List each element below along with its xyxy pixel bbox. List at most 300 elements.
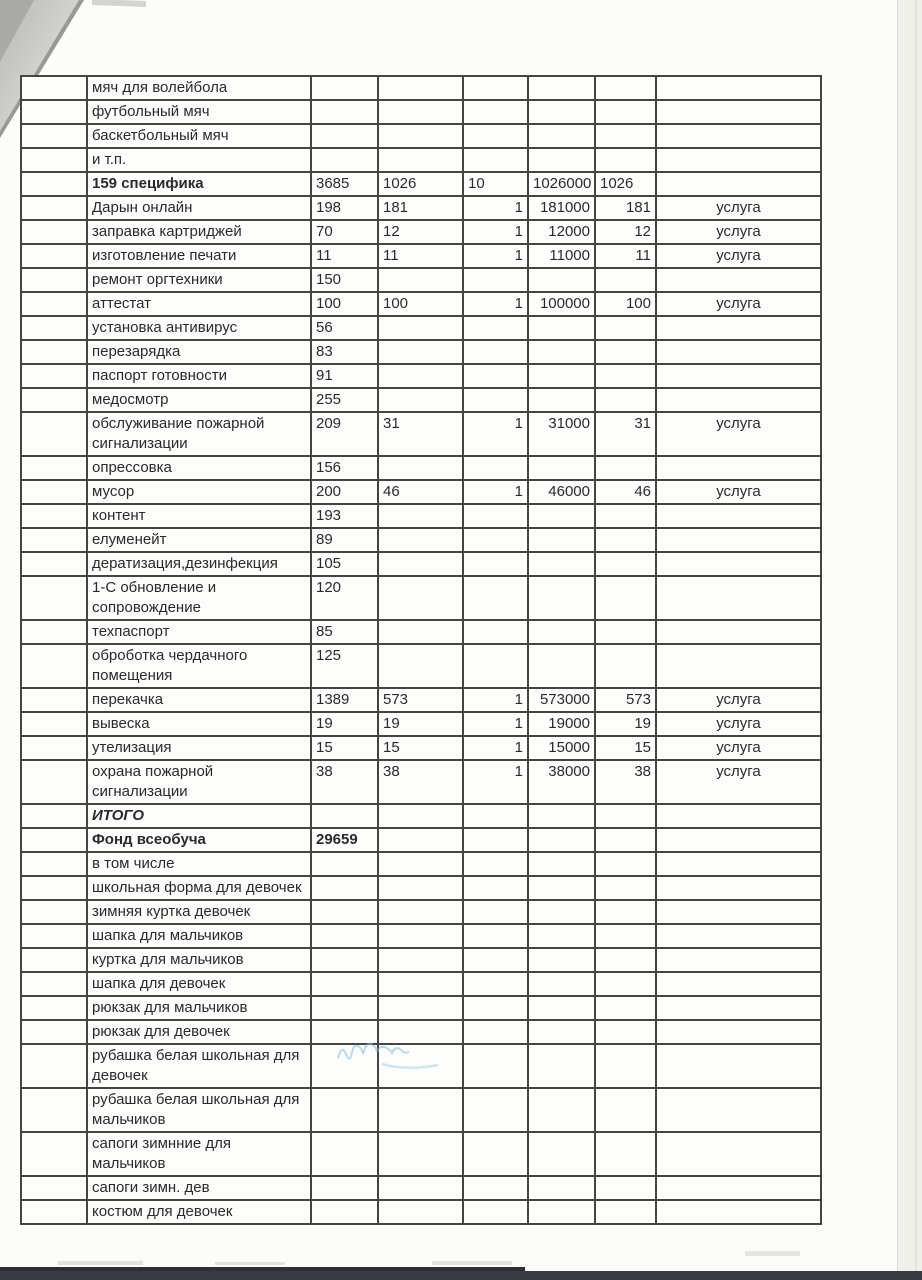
table-row bbox=[21, 480, 821, 504]
total-amount-cell bbox=[528, 972, 595, 996]
total-amount-cell bbox=[528, 644, 595, 688]
unit-price-cell bbox=[595, 456, 656, 480]
qty-cell bbox=[463, 972, 528, 996]
row-index-cell bbox=[21, 316, 87, 340]
item-name-cell: в том числе bbox=[87, 852, 311, 876]
table-row bbox=[21, 828, 821, 852]
row-index-cell bbox=[21, 1200, 87, 1224]
value-col-1-cell: 83 bbox=[311, 340, 378, 364]
total-amount-cell bbox=[528, 552, 595, 576]
row-index-cell bbox=[21, 760, 87, 804]
qty-cell bbox=[463, 804, 528, 828]
unit-service-cell bbox=[656, 924, 821, 948]
qty-cell bbox=[463, 924, 528, 948]
value-col-1-cell: 200 bbox=[311, 480, 378, 504]
unit-price-cell bbox=[595, 924, 656, 948]
value-col-2-cell bbox=[378, 148, 463, 172]
value-col-2-cell bbox=[378, 504, 463, 528]
table-row bbox=[21, 292, 821, 316]
unit-price-cell: 19 bbox=[595, 712, 656, 736]
unit-price-cell bbox=[595, 1132, 656, 1176]
total-amount-cell: 19000 bbox=[528, 712, 595, 736]
value-col-1-cell bbox=[311, 924, 378, 948]
unit-price-cell bbox=[595, 852, 656, 876]
unit-price-cell bbox=[595, 1200, 656, 1224]
table-row bbox=[21, 852, 821, 876]
row-index-cell bbox=[21, 924, 87, 948]
row-index-cell bbox=[21, 340, 87, 364]
unit-service-cell bbox=[656, 1132, 821, 1176]
table-row bbox=[21, 340, 821, 364]
qty-cell: 1 bbox=[463, 196, 528, 220]
unit-price-cell bbox=[595, 340, 656, 364]
unit-price-cell: 573 bbox=[595, 688, 656, 712]
table-row bbox=[21, 388, 821, 412]
unit-service-cell bbox=[656, 388, 821, 412]
table-row bbox=[21, 456, 821, 480]
total-amount-cell: 15000 bbox=[528, 736, 595, 760]
scan-smudge bbox=[745, 1251, 800, 1256]
total-amount-cell bbox=[528, 876, 595, 900]
scan-smudge bbox=[432, 1261, 512, 1265]
total-amount-cell: 573000 bbox=[528, 688, 595, 712]
total-amount-cell bbox=[528, 504, 595, 528]
unit-service-cell bbox=[656, 1088, 821, 1132]
value-col-2-cell bbox=[378, 124, 463, 148]
unit-price-cell bbox=[595, 804, 656, 828]
total-amount-cell bbox=[528, 148, 595, 172]
value-col-2-cell bbox=[378, 388, 463, 412]
qty-cell bbox=[463, 1200, 528, 1224]
value-col-1-cell: 105 bbox=[311, 552, 378, 576]
unit-price-cell bbox=[595, 552, 656, 576]
row-index-cell bbox=[21, 900, 87, 924]
table-row bbox=[21, 1020, 821, 1044]
value-col-1-cell bbox=[311, 996, 378, 1020]
value-col-1-cell bbox=[311, 948, 378, 972]
qty-cell bbox=[463, 340, 528, 364]
scan-smudge bbox=[92, 0, 146, 7]
unit-price-cell bbox=[595, 528, 656, 552]
unit-service-cell bbox=[656, 1044, 821, 1088]
table-row bbox=[21, 1044, 821, 1088]
value-col-1-cell: 56 bbox=[311, 316, 378, 340]
value-col-2-cell bbox=[378, 316, 463, 340]
scanner-edge-bar bbox=[0, 1271, 922, 1280]
qty-cell bbox=[463, 504, 528, 528]
row-index-cell bbox=[21, 196, 87, 220]
total-amount-cell bbox=[528, 1200, 595, 1224]
value-col-2-cell bbox=[378, 100, 463, 124]
unit-service-cell bbox=[656, 504, 821, 528]
unit-service-cell bbox=[656, 124, 821, 148]
total-amount-cell bbox=[528, 948, 595, 972]
value-col-2-cell: 573 bbox=[378, 688, 463, 712]
row-index-cell bbox=[21, 804, 87, 828]
unit-price-cell: 181 bbox=[595, 196, 656, 220]
total-amount-cell bbox=[528, 852, 595, 876]
value-col-1-cell: 15 bbox=[311, 736, 378, 760]
value-col-2-cell bbox=[378, 364, 463, 388]
qty-cell bbox=[463, 316, 528, 340]
value-col-2-cell bbox=[378, 996, 463, 1020]
value-col-1-cell bbox=[311, 804, 378, 828]
budget-table bbox=[20, 75, 822, 1225]
item-name-cell: охрана пожарной сигнализации bbox=[87, 760, 311, 804]
unit-price-cell bbox=[595, 620, 656, 644]
value-col-2-cell bbox=[378, 1176, 463, 1200]
qty-cell bbox=[463, 388, 528, 412]
value-col-1-cell: 91 bbox=[311, 364, 378, 388]
item-name-cell: аттестат bbox=[87, 292, 311, 316]
row-index-cell bbox=[21, 996, 87, 1020]
unit-service-cell: услуга bbox=[656, 244, 821, 268]
total-amount-cell bbox=[528, 388, 595, 412]
value-col-1-cell: 125 bbox=[311, 644, 378, 688]
value-col-2-cell: 1026 bbox=[378, 172, 463, 196]
table-row bbox=[21, 620, 821, 644]
qty-cell bbox=[463, 1132, 528, 1176]
total-amount-cell bbox=[528, 100, 595, 124]
value-col-1-cell bbox=[311, 124, 378, 148]
table-row bbox=[21, 172, 821, 196]
unit-service-cell bbox=[656, 1020, 821, 1044]
qty-cell bbox=[463, 852, 528, 876]
total-amount-cell bbox=[528, 900, 595, 924]
unit-price-cell: 31 bbox=[595, 412, 656, 456]
qty-cell bbox=[463, 948, 528, 972]
row-index-cell bbox=[21, 1176, 87, 1200]
item-name-cell: паспорт готовности bbox=[87, 364, 311, 388]
item-name-cell: вывеска bbox=[87, 712, 311, 736]
row-index-cell bbox=[21, 456, 87, 480]
unit-service-cell bbox=[656, 644, 821, 688]
value-col-1-cell bbox=[311, 852, 378, 876]
value-col-1-cell bbox=[311, 1132, 378, 1176]
item-name-cell: контент bbox=[87, 504, 311, 528]
row-index-cell bbox=[21, 712, 87, 736]
unit-price-cell bbox=[595, 124, 656, 148]
item-name-cell: рубашка белая школьная для девочек bbox=[87, 1044, 311, 1088]
value-col-1-cell bbox=[311, 76, 378, 100]
total-amount-cell bbox=[528, 1020, 595, 1044]
item-name-cell: изготовление печати bbox=[87, 244, 311, 268]
unit-price-cell: 46 bbox=[595, 480, 656, 504]
item-name-cell: 1-С обновление и сопровождение bbox=[87, 576, 311, 620]
unit-price-cell bbox=[595, 996, 656, 1020]
unit-price-cell bbox=[595, 388, 656, 412]
item-name-cell: утелизация bbox=[87, 736, 311, 760]
value-col-2-cell bbox=[378, 804, 463, 828]
row-index-cell bbox=[21, 364, 87, 388]
table-row bbox=[21, 244, 821, 268]
total-amount-cell: 1026000 bbox=[528, 172, 595, 196]
total-amount-cell bbox=[528, 804, 595, 828]
value-col-1-cell bbox=[311, 1044, 378, 1088]
item-name-cell: Дарын онлайн bbox=[87, 196, 311, 220]
value-col-2-cell bbox=[378, 948, 463, 972]
value-col-2-cell: 100 bbox=[378, 292, 463, 316]
value-col-1-cell bbox=[311, 100, 378, 124]
total-amount-cell bbox=[528, 1044, 595, 1088]
item-name-cell: мяч для волейбола bbox=[87, 76, 311, 100]
item-name-cell: костюм для девочек bbox=[87, 1200, 311, 1224]
row-index-cell bbox=[21, 852, 87, 876]
total-amount-cell bbox=[528, 576, 595, 620]
value-col-1-cell: 85 bbox=[311, 620, 378, 644]
qty-cell bbox=[463, 876, 528, 900]
value-col-2-cell bbox=[378, 876, 463, 900]
value-col-1-cell bbox=[311, 1020, 378, 1044]
total-amount-cell bbox=[528, 268, 595, 292]
unit-price-cell bbox=[595, 268, 656, 292]
unit-service-cell: услуга bbox=[656, 688, 821, 712]
unit-service-cell bbox=[656, 552, 821, 576]
table-row bbox=[21, 528, 821, 552]
unit-price-cell bbox=[595, 364, 656, 388]
qty-cell bbox=[463, 528, 528, 552]
row-index-cell bbox=[21, 100, 87, 124]
paper-edge-line bbox=[915, 0, 917, 1280]
row-index-cell bbox=[21, 688, 87, 712]
table-row bbox=[21, 996, 821, 1020]
qty-cell bbox=[463, 268, 528, 292]
scan-smudge bbox=[215, 1262, 285, 1265]
qty-cell bbox=[463, 148, 528, 172]
value-col-2-cell: 19 bbox=[378, 712, 463, 736]
total-amount-cell bbox=[528, 124, 595, 148]
item-name-cell: зимняя куртка девочек bbox=[87, 900, 311, 924]
value-col-1-cell bbox=[311, 1200, 378, 1224]
unit-price-cell bbox=[595, 504, 656, 528]
unit-price-cell bbox=[595, 900, 656, 924]
value-col-1-cell: 1389 bbox=[311, 688, 378, 712]
row-index-cell bbox=[21, 736, 87, 760]
qty-cell bbox=[463, 576, 528, 620]
value-col-1-cell: 255 bbox=[311, 388, 378, 412]
qty-cell bbox=[463, 364, 528, 388]
total-amount-cell bbox=[528, 1176, 595, 1200]
value-col-1-cell: 193 bbox=[311, 504, 378, 528]
row-index-cell bbox=[21, 1020, 87, 1044]
table-row bbox=[21, 712, 821, 736]
item-name-cell: перекачка bbox=[87, 688, 311, 712]
item-name-cell: установка антивирус bbox=[87, 316, 311, 340]
value-col-2-cell bbox=[378, 972, 463, 996]
qty-cell: 1 bbox=[463, 292, 528, 316]
unit-service-cell bbox=[656, 456, 821, 480]
value-col-2-cell bbox=[378, 528, 463, 552]
value-col-2-cell: 11 bbox=[378, 244, 463, 268]
unit-service-cell bbox=[656, 100, 821, 124]
value-col-2-cell: 31 bbox=[378, 412, 463, 456]
row-index-cell bbox=[21, 876, 87, 900]
unit-price-cell: 11 bbox=[595, 244, 656, 268]
qty-cell bbox=[463, 1020, 528, 1044]
unit-service-cell: услуга bbox=[656, 196, 821, 220]
table-row bbox=[21, 576, 821, 620]
row-index-cell bbox=[21, 124, 87, 148]
unit-price-cell: 1026 bbox=[595, 172, 656, 196]
qty-cell: 1 bbox=[463, 736, 528, 760]
value-col-2-cell bbox=[378, 268, 463, 292]
value-col-2-cell: 12 bbox=[378, 220, 463, 244]
value-col-2-cell bbox=[378, 1200, 463, 1224]
unit-price-cell bbox=[595, 948, 656, 972]
value-col-1-cell bbox=[311, 876, 378, 900]
row-index-cell bbox=[21, 528, 87, 552]
total-amount-cell: 46000 bbox=[528, 480, 595, 504]
value-col-1-cell bbox=[311, 1176, 378, 1200]
item-name-cell: Фонд всеобуча bbox=[87, 828, 311, 852]
value-col-1-cell bbox=[311, 1088, 378, 1132]
value-col-1-cell: 11 bbox=[311, 244, 378, 268]
value-col-2-cell: 46 bbox=[378, 480, 463, 504]
total-amount-cell: 11000 bbox=[528, 244, 595, 268]
item-name-cell: ремонт оргтехники bbox=[87, 268, 311, 292]
unit-price-cell: 15 bbox=[595, 736, 656, 760]
value-col-1-cell bbox=[311, 148, 378, 172]
item-name-cell: сапоги зимн. дев bbox=[87, 1176, 311, 1200]
row-index-cell bbox=[21, 644, 87, 688]
value-col-1-cell: 150 bbox=[311, 268, 378, 292]
total-amount-cell: 31000 bbox=[528, 412, 595, 456]
item-name-cell: футбольный мяч bbox=[87, 100, 311, 124]
unit-service-cell: услуга bbox=[656, 712, 821, 736]
item-name-cell: шапка для девочек bbox=[87, 972, 311, 996]
table-row bbox=[21, 148, 821, 172]
value-col-1-cell bbox=[311, 900, 378, 924]
budget-table-body bbox=[21, 76, 821, 1224]
value-col-2-cell bbox=[378, 576, 463, 620]
value-col-1-cell: 3685 bbox=[311, 172, 378, 196]
qty-cell bbox=[463, 620, 528, 644]
row-index-cell bbox=[21, 388, 87, 412]
table-row bbox=[21, 972, 821, 996]
item-name-cell: и т.п. bbox=[87, 148, 311, 172]
unit-price-cell bbox=[595, 1020, 656, 1044]
table-row bbox=[21, 124, 821, 148]
value-col-2-cell bbox=[378, 1132, 463, 1176]
table-row bbox=[21, 760, 821, 804]
value-col-1-cell: 38 bbox=[311, 760, 378, 804]
total-amount-cell bbox=[528, 316, 595, 340]
total-amount-cell bbox=[528, 340, 595, 364]
paper-edge-region bbox=[897, 0, 922, 1280]
unit-service-cell bbox=[656, 316, 821, 340]
total-amount-cell bbox=[528, 1088, 595, 1132]
value-col-1-cell: 156 bbox=[311, 456, 378, 480]
unit-service-cell: услуга bbox=[656, 760, 821, 804]
qty-cell bbox=[463, 1088, 528, 1132]
unit-service-cell bbox=[656, 972, 821, 996]
row-index-cell bbox=[21, 480, 87, 504]
unit-service-cell bbox=[656, 1200, 821, 1224]
table-row bbox=[21, 364, 821, 388]
scanner-edge-bar bbox=[0, 1267, 525, 1280]
unit-price-cell bbox=[595, 644, 656, 688]
unit-service-cell bbox=[656, 900, 821, 924]
unit-service-cell bbox=[656, 576, 821, 620]
qty-cell bbox=[463, 100, 528, 124]
unit-service-cell bbox=[656, 828, 821, 852]
unit-price-cell bbox=[595, 828, 656, 852]
qty-cell bbox=[463, 996, 528, 1020]
qty-cell bbox=[463, 1176, 528, 1200]
table-row bbox=[21, 900, 821, 924]
row-index-cell bbox=[21, 552, 87, 576]
unit-service-cell bbox=[656, 364, 821, 388]
value-col-1-cell: 29659 bbox=[311, 828, 378, 852]
qty-cell bbox=[463, 552, 528, 576]
total-amount-cell: 100000 bbox=[528, 292, 595, 316]
table-row bbox=[21, 688, 821, 712]
table-row bbox=[21, 100, 821, 124]
unit-service-cell bbox=[656, 148, 821, 172]
table-row bbox=[21, 268, 821, 292]
item-name-cell: техпаспорт bbox=[87, 620, 311, 644]
item-name-cell: шапка для мальчиков bbox=[87, 924, 311, 948]
qty-cell: 1 bbox=[463, 760, 528, 804]
row-index-cell bbox=[21, 412, 87, 456]
qty-cell bbox=[463, 1044, 528, 1088]
unit-price-cell bbox=[595, 1088, 656, 1132]
qty-cell bbox=[463, 456, 528, 480]
table-row bbox=[21, 504, 821, 528]
row-index-cell bbox=[21, 948, 87, 972]
row-index-cell bbox=[21, 972, 87, 996]
unit-service-cell bbox=[656, 996, 821, 1020]
unit-service-cell: услуга bbox=[656, 220, 821, 244]
row-index-cell bbox=[21, 1044, 87, 1088]
item-name-cell: баскетбольный мяч bbox=[87, 124, 311, 148]
table-row bbox=[21, 316, 821, 340]
unit-price-cell: 100 bbox=[595, 292, 656, 316]
row-index-cell bbox=[21, 172, 87, 196]
total-amount-cell bbox=[528, 996, 595, 1020]
total-amount-cell: 38000 bbox=[528, 760, 595, 804]
unit-service-cell bbox=[656, 852, 821, 876]
value-col-1-cell: 89 bbox=[311, 528, 378, 552]
qty-cell: 1 bbox=[463, 688, 528, 712]
table-row bbox=[21, 876, 821, 900]
table-row bbox=[21, 220, 821, 244]
unit-service-cell bbox=[656, 340, 821, 364]
item-name-cell: рюкзак для девочек bbox=[87, 1020, 311, 1044]
unit-service-cell: услуга bbox=[656, 412, 821, 456]
unit-service-cell bbox=[656, 528, 821, 552]
item-name-cell: ИТОГО bbox=[87, 804, 311, 828]
table-row bbox=[21, 924, 821, 948]
value-col-2-cell bbox=[378, 924, 463, 948]
item-name-cell: опрессовка bbox=[87, 456, 311, 480]
unit-service-cell: услуга bbox=[656, 736, 821, 760]
unit-price-cell: 38 bbox=[595, 760, 656, 804]
row-index-cell bbox=[21, 76, 87, 100]
table-row bbox=[21, 412, 821, 456]
qty-cell bbox=[463, 124, 528, 148]
unit-service-cell bbox=[656, 172, 821, 196]
unit-service-cell bbox=[656, 876, 821, 900]
unit-price-cell bbox=[595, 576, 656, 620]
row-index-cell bbox=[21, 1132, 87, 1176]
page-curl-corner-artifact bbox=[0, 0, 34, 62]
row-index-cell bbox=[21, 828, 87, 852]
unit-service-cell bbox=[656, 268, 821, 292]
unit-service-cell: услуга bbox=[656, 480, 821, 504]
total-amount-cell bbox=[528, 528, 595, 552]
table-row bbox=[21, 1200, 821, 1224]
